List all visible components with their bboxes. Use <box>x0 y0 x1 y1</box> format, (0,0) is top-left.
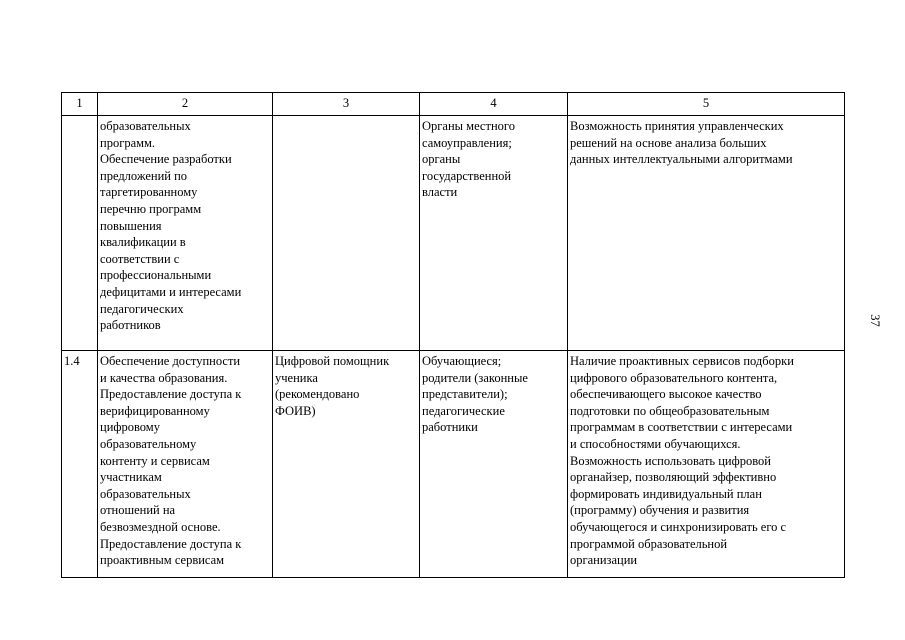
task-cell: Обеспечение доступности и качества образования. Предоставление доступа к верифицированному цифровому образовательному контенту и сервисам участникам образовательных отношений на безвозмездной основе. Предоставление доступа к проактивным сервисам <box>98 351 273 578</box>
row-number-cell: 1.4 <box>62 351 98 578</box>
header-cell-3: 3 <box>273 93 420 116</box>
table-row <box>62 351 845 578</box>
users-cell: Обучающиеся; родители (законные представители); педагогические работники <box>420 351 568 578</box>
header-cell-5: 5 <box>568 93 845 116</box>
row-number-cell <box>62 116 98 351</box>
page-number: 37 <box>867 314 882 327</box>
task-cell: образовательных программ. Обеспечение разработки предложений по таргетированному перечню программ повышения квалификации в соответствии с профессиональными дефицитами и интересами педагогических работников <box>98 116 273 351</box>
service-cell <box>273 116 420 351</box>
header-cell-1: 1 <box>62 93 98 116</box>
header-cell-2: 2 <box>98 93 273 116</box>
header-cell-4: 4 <box>420 93 568 116</box>
requirements-table <box>61 92 845 578</box>
users-cell: Органы местного самоуправления; органы государственной власти <box>420 116 568 351</box>
effect-cell: Возможность принятия управленческих решений на основе анализа больших данных интеллектуальными алгоритмами <box>568 116 845 351</box>
table-header-row <box>62 93 845 116</box>
table-row <box>62 116 845 351</box>
effect-cell: Наличие проактивных сервисов подборки цифрового образовательного контента, обеспечивающего высокое качество подготовки по общеобразовательным программам в соответствии с интересами и способностями обучающихся. Возможность использовать цифровой органайзер, позволяющий эффективно формировать индивидуальный план (программу) обучения и развития обучающегося и синхронизировать его с программой образовательной организации <box>568 351 845 578</box>
service-cell: Цифровой помощник ученика (рекомендовано ФОИВ) <box>273 351 420 578</box>
